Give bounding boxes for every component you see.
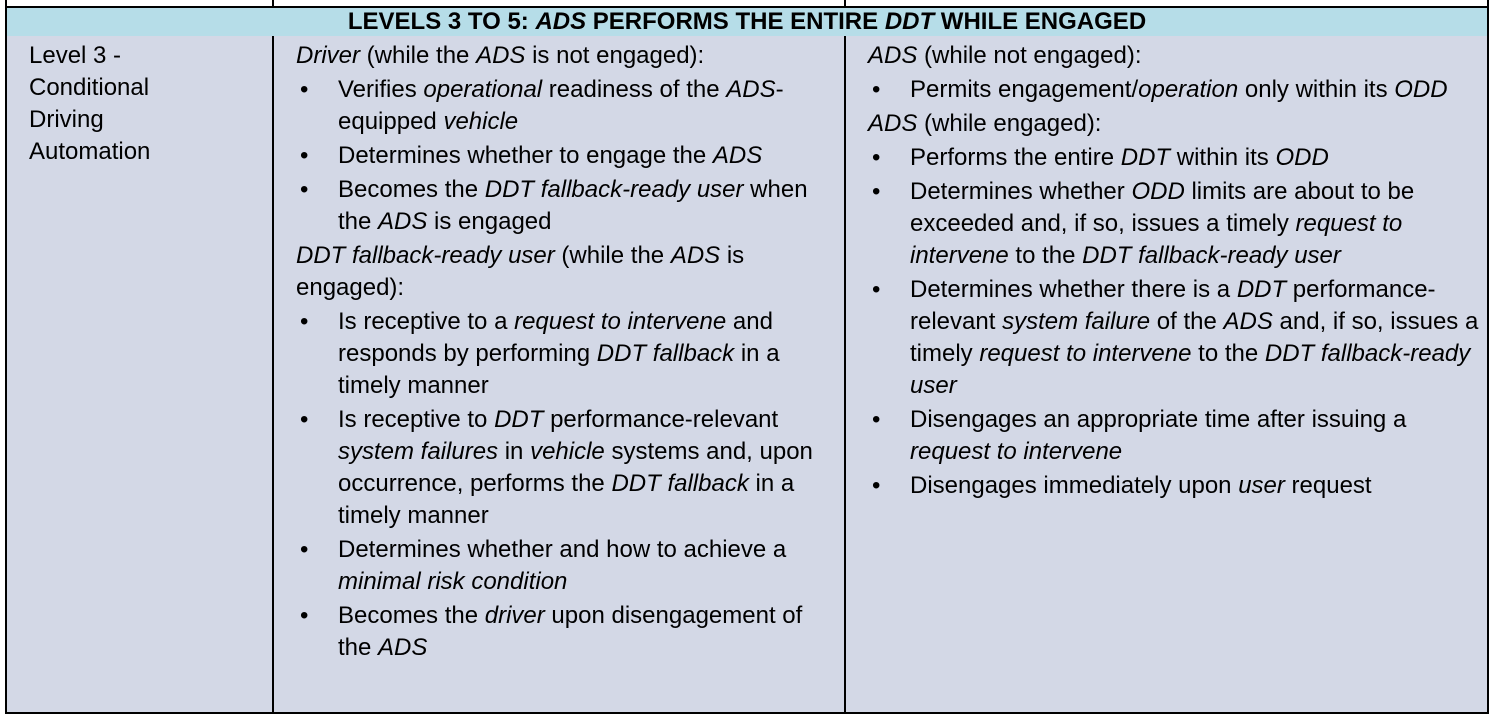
text-run: (while the [360, 42, 477, 69]
text-run: Determines whether and how to achieve a [338, 536, 787, 563]
text-run: (while engaged): [917, 110, 1102, 137]
text-run: request [1284, 472, 1372, 499]
text-run: in a timely manner [338, 470, 795, 529]
text-run: and responds by performing [338, 308, 773, 367]
text-run: Determines whether there is a [910, 276, 1237, 303]
term: user [1238, 472, 1285, 499]
term: ADS [1223, 308, 1273, 335]
term: ADS [670, 242, 721, 269]
term: ADS [378, 634, 428, 661]
list-item [868, 74, 1481, 106]
text-run: upon disengagement of the [338, 602, 803, 661]
text-run: Is receptive to a [338, 308, 515, 335]
list-item [296, 140, 838, 172]
term: ADS [712, 142, 763, 169]
term: ODD [1131, 178, 1185, 205]
text-run: systems and, upon occurrence, performs the [338, 438, 813, 497]
text-run: Determines whether [910, 178, 1132, 205]
text-run: performance-relevant [543, 406, 779, 433]
term: request to intervene [514, 308, 727, 335]
text-run: readiness of the [542, 76, 727, 103]
term: DDT fallback-ready user [910, 340, 1471, 399]
term: ODD [1394, 76, 1448, 103]
term: DDT [494, 406, 544, 433]
ads-engaged-list [868, 142, 1481, 502]
banner-text: WHILE ENGAGED [934, 8, 1147, 35]
system-role-cell [844, 36, 1489, 712]
banner-text: DDT [884, 8, 935, 35]
text-run: within its [1170, 144, 1276, 171]
text-run: of the [1150, 308, 1224, 335]
text-run: Permits engagement/ [910, 76, 1139, 103]
term: ADS [868, 110, 918, 137]
section-banner [5, 6, 1489, 38]
banner-text: PERFORMS THE ENTIRE [586, 8, 885, 35]
term: system failures [338, 438, 499, 465]
automation-levels-table [5, 0, 1489, 714]
term: ODD [1275, 144, 1329, 171]
driver-list [296, 74, 838, 238]
text-run: is engaged [427, 208, 552, 235]
ads-engaged-heading [868, 108, 1481, 140]
text-run: (while not engaged): [917, 42, 1142, 69]
ads-not-engaged-heading [868, 40, 1481, 72]
list-item [296, 306, 838, 402]
term: DDT fallback-ready user [1082, 242, 1341, 269]
term: vehicle [443, 108, 519, 135]
text-run: only within its [1238, 76, 1395, 103]
list-item [868, 274, 1481, 402]
text-run: to the [1008, 242, 1083, 269]
level-name-cell [7, 36, 272, 712]
term: ADS [378, 208, 428, 235]
term: ADS [868, 42, 918, 69]
list-item [868, 404, 1481, 468]
term: Driver [296, 42, 360, 69]
text-run: Verifies [338, 76, 424, 103]
text-run: Becomes the [338, 176, 485, 203]
level-3-row [5, 36, 1489, 714]
level-name-line: Driving [29, 106, 104, 133]
text-run: Disengages an appropriate time after issuing a [910, 406, 1407, 433]
term: minimal risk condition [338, 568, 568, 595]
list-item [296, 600, 838, 664]
text-run: limits are about to be exceeded and, if so, issues a timely [910, 178, 1415, 237]
text-run: in [498, 438, 531, 465]
term: system failure [1002, 308, 1151, 335]
text-run: Determines whether to engage the [338, 142, 713, 169]
text-run: Is receptive to [338, 406, 495, 433]
list-item [868, 176, 1481, 272]
text-run: Becomes the [338, 602, 485, 629]
level-name-line: Conditional [29, 74, 150, 101]
text-run: to the [1191, 340, 1265, 367]
term: vehicle [530, 438, 605, 465]
term: DDT fallback-ready user [484, 176, 744, 203]
text-run: is not engaged): [525, 42, 705, 69]
text-run: in a timely manner [338, 340, 780, 399]
list-item [868, 142, 1481, 174]
text-run: Performs the entire [910, 144, 1121, 171]
fallback-user-list [296, 306, 838, 664]
ads-not-engaged-list [868, 74, 1481, 106]
term: DDT fallback [611, 470, 749, 497]
text-run: is engaged): [296, 242, 745, 301]
level-name-line: Level 3 - [29, 42, 122, 69]
fallback-user-heading [296, 240, 838, 304]
list-item [296, 174, 838, 238]
term: operational [423, 76, 543, 103]
text-run: performance-relevant [910, 276, 1436, 335]
list-item [296, 534, 838, 598]
term: operation [1138, 76, 1239, 103]
term: request to intervene [979, 340, 1192, 367]
text-run: Disengages immediately upon [910, 472, 1239, 499]
term: request to intervene [910, 210, 1403, 269]
text-run: when the [338, 176, 808, 235]
user-role-cell [272, 36, 846, 712]
term: ADS [476, 42, 526, 69]
term: DDT [1236, 276, 1287, 303]
text-run: and, if so, issues a timely [910, 308, 1479, 367]
term: request to intervene [910, 438, 1123, 465]
term: DDT fallback [596, 340, 735, 367]
banner-text: ADS [535, 8, 587, 35]
banner-text: LEVELS 3 TO 5: [347, 8, 536, 35]
driver-heading [296, 40, 838, 72]
text-run: -equipped [338, 76, 784, 135]
term: ADS [726, 76, 776, 103]
list-item [868, 470, 1481, 502]
text-run: (while the [554, 242, 671, 269]
level-name-line: Automation [29, 138, 151, 165]
term: DDT [1120, 144, 1171, 171]
list-item [296, 74, 838, 138]
list-item [296, 404, 838, 532]
term: DDT fallback-ready user [296, 242, 555, 269]
term: driver [484, 602, 545, 629]
